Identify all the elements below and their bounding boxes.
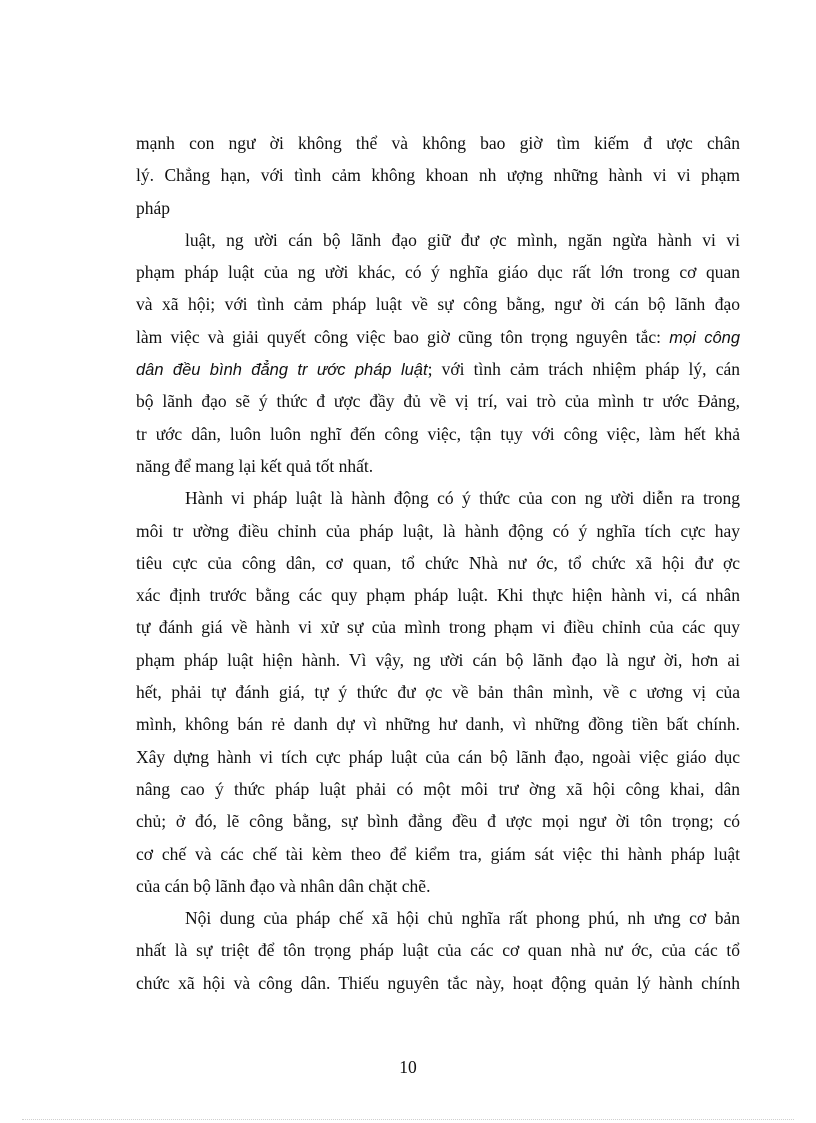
page-number: 10	[399, 1057, 417, 1077]
text-line: của cán bộ lãnh đạo và nhân dân chặt chẽ.	[136, 875, 431, 896]
text-run: làm việc và giải quyết công việc bao giờ cũng tôn trọng nguyên tắc:	[136, 326, 662, 347]
text-line: Xây dựng hành vi tích cực pháp luật của cán bộ lãnh đạo, ngoài việc giáo dục	[136, 746, 740, 767]
text-run: ; với tình cảm trách nhiệm pháp lý, cán	[427, 359, 740, 380]
text-line: nâng cao ý thức pháp luật phải có một môi trư ờng xã hội công khai, dân	[136, 778, 740, 799]
text-line: tr ước dân, luôn luôn nghĩ đến công việc, tận tụy với công việc, làm hết khả	[136, 423, 740, 444]
text-line: phạm pháp luật hiện hành. Vì vậy, ng ười cán bộ lãnh đạo là ngư ời, hơn ai	[136, 649, 740, 670]
text-line	[136, 321, 740, 353]
text-line: lý. Chẳng hạn, với tình cảm không khoan nh ượng những hành vi vi phạm	[136, 165, 740, 186]
text-line: Nội dung của pháp chế xã hội chủ nghĩa rất phong phú, nh ưng cơ bản	[185, 908, 740, 929]
text-line: tự đánh giá về hành vi xử sự của mình trong phạm vi điều chỉnh của các quy	[136, 617, 740, 638]
text-line: phạm pháp luật của ng ười khác, có ý nghĩa giáo dục rất lớn trong cơ quan	[136, 262, 740, 283]
text-line: năng để mang lại kết quả tốt nhất.	[136, 455, 374, 476]
text-line: mình, không bán rẻ danh dự vì những hư danh, vì những đồng tiền bất chính.	[136, 714, 740, 735]
text-line: chức xã hội và công dân. Thiếu nguyên tắc này, hoạt động quản lý hành chính	[136, 972, 740, 993]
text-line: và xã hội; với tình cảm pháp luật về sự công bằng, ngư ời cán bộ lãnh đạo	[136, 294, 740, 315]
text-line: chủ; ở đó, lẽ công bằng, sự bình đẳng đều đ ược mọi ngư ời tôn trọng; có	[136, 811, 740, 832]
text-line: luật, ng ười cán bộ lãnh đạo giữ đư ợc mình, ngăn ngừa hành vi vi	[185, 229, 740, 250]
text-line: tiêu cực của công dân, cơ quan, tổ chức Nhà nư ớc, tổ chức xã hội đư ợc	[136, 552, 740, 573]
text-line: pháp	[136, 197, 171, 218]
text-line: mạnh con ngư ời không thể và không bao giờ tìm kiếm đ ược chân	[136, 133, 740, 153]
text-line: Hành vi pháp luật là hành động có ý thức của con ng ười diễn ra trong	[185, 488, 740, 509]
text-line: bộ lãnh đạo sẽ ý thức đ ược đầy đủ về vị trí, vai trò của mình tr ước Đảng,	[136, 391, 740, 412]
text-line: cơ chế và các chế tài kèm theo để kiểm tra, giám sát việc thi hành pháp luật	[136, 843, 740, 864]
italic-text: dân đều bình đẳng tr ước pháp luật	[136, 361, 428, 380]
page-bottom-divider	[22, 1119, 794, 1120]
text-line: hết, phải tự đánh giá, tự ý thức đư ợc về bản thân mình, về c ương vị của	[136, 682, 740, 703]
text-line: nhất là sự triệt để tôn trọng pháp luật của các cơ quan nhà nư ớc, của các tổ	[136, 940, 740, 961]
body-text	[136, 127, 740, 999]
text-line	[136, 353, 740, 385]
text-line: môi tr ường điều chỉnh của pháp luật, là hành động có ý nghĩa tích cực hay	[136, 520, 740, 541]
text-line: xác định trước bằng các quy phạm pháp luật. Khi thực hiện hành vi, cá nhân	[136, 585, 740, 606]
italic-text: mọi công	[669, 328, 741, 347]
